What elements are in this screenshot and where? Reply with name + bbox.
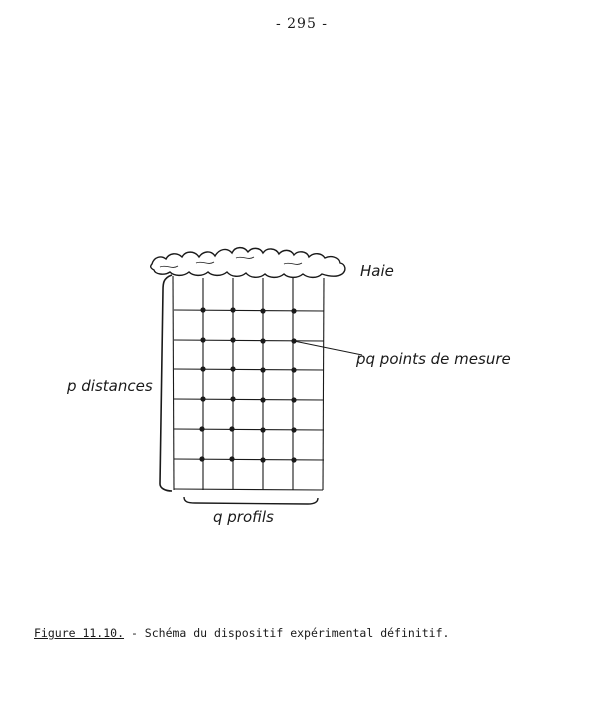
measurement-point [260, 457, 265, 462]
measurement-point [260, 308, 265, 313]
measurement-point [200, 396, 205, 401]
figure-caption [34, 626, 449, 640]
points-label: pq points de mesure [356, 350, 511, 368]
grid-right-edge [323, 278, 324, 490]
measurement-point [260, 397, 265, 402]
hedge-shape [151, 248, 345, 278]
measurement-point [229, 426, 234, 431]
grid-hline [174, 429, 324, 430]
points-leader-line [294, 341, 362, 355]
hedge-label: Haie [360, 262, 394, 280]
caption-separator: - [124, 626, 145, 640]
figure-number: Figure 11.10. [34, 626, 125, 640]
hedge-inner-squiggle [160, 257, 302, 267]
grid-hline [174, 310, 324, 311]
grid-left-edge [173, 276, 174, 490]
measurement-point [200, 337, 205, 342]
measurement-point [291, 308, 296, 313]
measurement-point [230, 337, 235, 342]
grid-bottom-edge [174, 489, 323, 490]
measurement-point [291, 457, 296, 462]
measurement-points [199, 307, 296, 462]
measurement-point [199, 456, 204, 461]
measurement-point [230, 396, 235, 401]
measurement-point [230, 366, 235, 371]
measurement-point [260, 427, 265, 432]
measurement-point [200, 307, 205, 312]
measurement-point [200, 366, 205, 371]
caption-text: Schéma du dispositif expérimental définitif. [144, 626, 450, 640]
distances-bracket [160, 275, 172, 491]
page-number: - 295 - [275, 16, 329, 32]
measurement-point [260, 338, 265, 343]
measurement-point [260, 367, 265, 372]
measurement-point [291, 427, 296, 432]
measurement-grid [173, 276, 324, 490]
grid-hline [174, 340, 324, 341]
grid-hline [174, 459, 324, 460]
measurement-point [230, 307, 235, 312]
grid-hline [174, 399, 324, 400]
profiles-bracket [184, 497, 318, 504]
profiles-label: q profils [213, 508, 274, 526]
measurement-point [199, 426, 204, 431]
measurement-point [229, 456, 234, 461]
measurement-point [291, 367, 296, 372]
measurement-point [291, 397, 296, 402]
distances-label: p distances [67, 377, 153, 395]
grid-hline [174, 369, 324, 370]
